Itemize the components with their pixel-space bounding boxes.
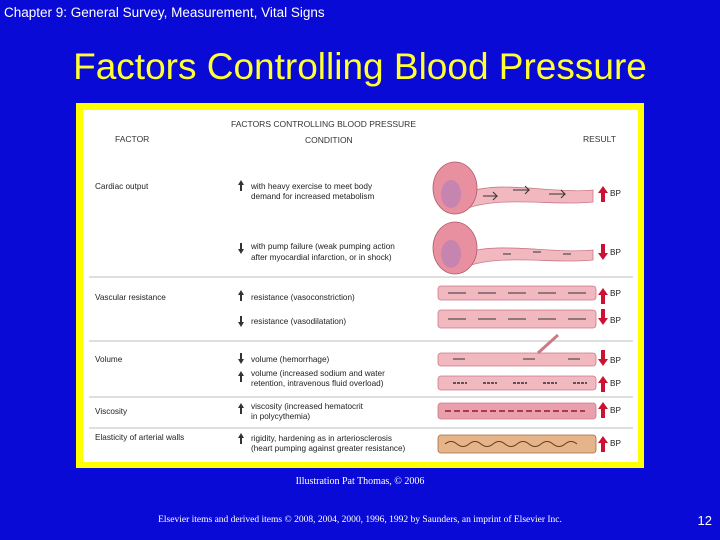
result-label: BP — [610, 248, 621, 257]
condition-line: with heavy exercise to meet body — [251, 182, 373, 191]
heart-vessel-failure — [433, 222, 593, 274]
condition-line: retention, intravenous fluid overload) — [251, 379, 384, 388]
result-label: BP — [610, 379, 621, 388]
condition-line: volume (hemorrhage) — [251, 355, 330, 364]
condition-line: resistance (vasoconstriction) — [251, 293, 355, 302]
result-label: BP — [610, 406, 621, 415]
vessel-hemorrhage — [438, 335, 596, 366]
copyright-footer: Elsevier items and derived items © 2008, 2004, 2000, 1996, 1992 by Saunders, an imprint of Elsevier Inc. — [158, 515, 562, 525]
blood-pressure-figure — [83, 110, 638, 462]
page-number: 12 — [697, 513, 712, 528]
vessel-vasodilatation — [438, 310, 596, 328]
factor-label: Elasticity of arterial walls — [95, 433, 185, 442]
heart-vessel-exercise — [433, 162, 593, 214]
factor-label: Cardiac output — [95, 182, 149, 191]
condition-line: (heart pumping against greater resistance) — [251, 444, 406, 453]
condition-line: after myocardial infarction, or in shock) — [251, 253, 392, 262]
vessel-fluid-overload — [438, 376, 596, 390]
condition-line: demand for increased metabolism — [251, 192, 375, 201]
col-condition-header: CONDITION — [305, 135, 353, 145]
result-arrows — [598, 186, 608, 452]
slide-title: Factors Controlling Blood Pressure — [73, 46, 647, 87]
condition-line: resistance (vasodilatation) — [251, 317, 347, 326]
condition-line: with pump failure (weak pumping action — [251, 242, 395, 251]
result-label: BP — [610, 189, 621, 198]
condition-line: in polycythemia) — [251, 412, 311, 421]
chapter-heading: Chapter 9: General Survey, Measurement, Vital Signs — [4, 5, 325, 20]
factor-label: Volume — [95, 355, 123, 364]
vessel-arteriosclerosis — [438, 435, 596, 453]
col-factor-header: FACTOR — [115, 134, 150, 144]
factor-label: Vascular resistance — [95, 293, 166, 302]
condition-line: volume (increased sodium and water — [251, 369, 385, 378]
condition-line: rigidity, hardening as in arteriosclerosis — [251, 434, 392, 443]
vessel-viscosity — [438, 403, 596, 419]
result-label: BP — [610, 439, 621, 448]
result-label: BP — [610, 316, 621, 325]
result-label: BP — [610, 289, 621, 298]
result-label: BP — [610, 356, 621, 365]
vessel-vasoconstriction — [438, 286, 596, 300]
figure-title: FACTORS CONTROLLING BLOOD PRESSURE — [231, 119, 416, 129]
condition-arrows — [238, 180, 244, 444]
illustration-credit: Illustration Pat Thomas, © 2006 — [295, 476, 425, 487]
condition-line: viscosity (increased hematocrit — [251, 402, 363, 411]
factor-label: Viscosity — [95, 407, 128, 416]
col-result-header: RESULT — [583, 134, 616, 144]
